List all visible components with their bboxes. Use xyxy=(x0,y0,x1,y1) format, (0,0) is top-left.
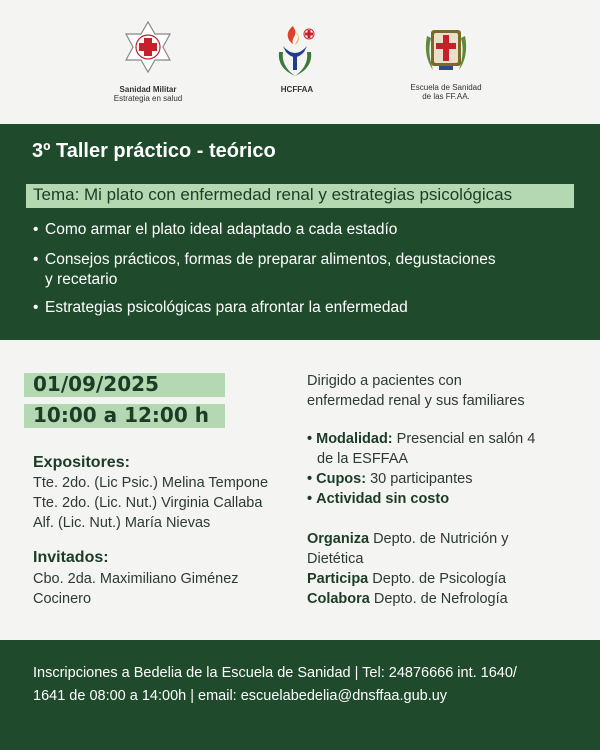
modalidad-row xyxy=(307,431,577,447)
colabora-value: Depto. de Nefrología xyxy=(373,591,508,607)
escuela-crest-icon xyxy=(419,26,473,78)
hcffaa-logo xyxy=(262,22,332,94)
organiza-row xyxy=(307,531,577,547)
event-time: 10:00 a 12:00 h xyxy=(33,403,209,427)
footer-line1: Inscripciones a Bedelia de la Escuela de Sanidad | Tel: 24876666 int. 1640/ xyxy=(33,665,517,681)
workshop-title: 3º Taller práctico - teórico xyxy=(32,140,276,162)
audience-line1: Dirigido a pacientes con xyxy=(307,373,462,389)
sanidad-militar-logo xyxy=(100,20,196,103)
star-cross-icon xyxy=(118,20,178,84)
bullet-dot: • xyxy=(307,471,313,487)
actividad-row xyxy=(307,491,577,507)
topic-text: Estrategias psicológicas para afrontar la enfermedad xyxy=(45,299,408,316)
colabora-row xyxy=(307,591,577,607)
tema-text: Tema: Mi plato con enfermedad renal y estrategias psicológicas xyxy=(33,185,513,204)
actividad-text: Actividad sin costo xyxy=(316,491,450,507)
topic-text-cont: y recetario xyxy=(45,271,118,288)
modalidad-label: Modalidad: xyxy=(316,431,393,447)
cupos-row xyxy=(307,471,577,487)
invitado-role: Cocinero xyxy=(33,591,92,607)
logo-bar xyxy=(0,0,600,124)
modalidad-value-cont: de la ESFFAA xyxy=(317,451,409,467)
event-date: 01/09/2025 xyxy=(33,372,159,396)
bullet-dot: • xyxy=(33,299,39,316)
bullet-dot: • xyxy=(307,431,313,447)
escuela-name-line2: de las FF.AA. xyxy=(422,92,470,101)
cupos-value: 30 participantes xyxy=(370,471,473,487)
organiza-label: Organiza xyxy=(307,531,370,547)
sanidad-militar-name: Sanidad Militar xyxy=(119,85,177,94)
audience-line2: enfermedad renal y sus familiares xyxy=(307,393,525,409)
expositor-name: Tte. 2do. (Lic Psic.) Melina Tempone xyxy=(33,475,269,491)
bullet-dot: • xyxy=(33,251,39,268)
cupos-label: Cupos: xyxy=(316,471,367,487)
registration-info xyxy=(33,662,578,708)
sanidad-militar-tagline: Estrategia en salud xyxy=(113,94,183,103)
invitados-label: Invitados: xyxy=(33,549,109,566)
participa-row xyxy=(307,571,577,587)
topic-item xyxy=(33,250,573,290)
topic-text: Consejos prácticos, formas de preparar alimentos, degustaciones xyxy=(45,251,496,268)
hcffaa-name: HCFFAA xyxy=(280,85,314,94)
footer-line2: 1641 de 08:00 a 14:00h | email: escuelabedelia@dnsffaa.gub.uy xyxy=(33,688,448,704)
flame-chalice-icon xyxy=(271,22,323,84)
bullet-dot: • xyxy=(33,221,39,238)
topic-item xyxy=(33,220,573,240)
invitado-name: Cbo. 2da. Maximiliano Giménez xyxy=(33,571,239,587)
bullet-dot: • xyxy=(307,491,313,507)
expositor-name: Tte. 2do. (Lic. Nut.) Virginia Callaba xyxy=(33,495,263,511)
escuela-name-line1: Escuela de Sanidad xyxy=(410,83,482,92)
topic-text: Como armar el plato ideal adaptado a cada estadío xyxy=(45,221,398,238)
organiza-value-cont: Dietética xyxy=(307,551,364,567)
modalidad-value: Presencial en salón 4 xyxy=(396,431,536,447)
colabora-label: Colabora xyxy=(307,591,370,607)
expositores-label: Expositores: xyxy=(33,454,130,471)
expositor-name: Alf. (Lic. Nut.) María Nievas xyxy=(33,515,211,531)
escuela-sanidad-logo xyxy=(400,26,492,101)
topic-item xyxy=(33,298,573,318)
participa-label: Participa xyxy=(307,571,369,587)
organiza-value: Depto. de Nutrición y xyxy=(373,531,509,547)
participa-value: Depto. de Psicología xyxy=(372,571,507,587)
